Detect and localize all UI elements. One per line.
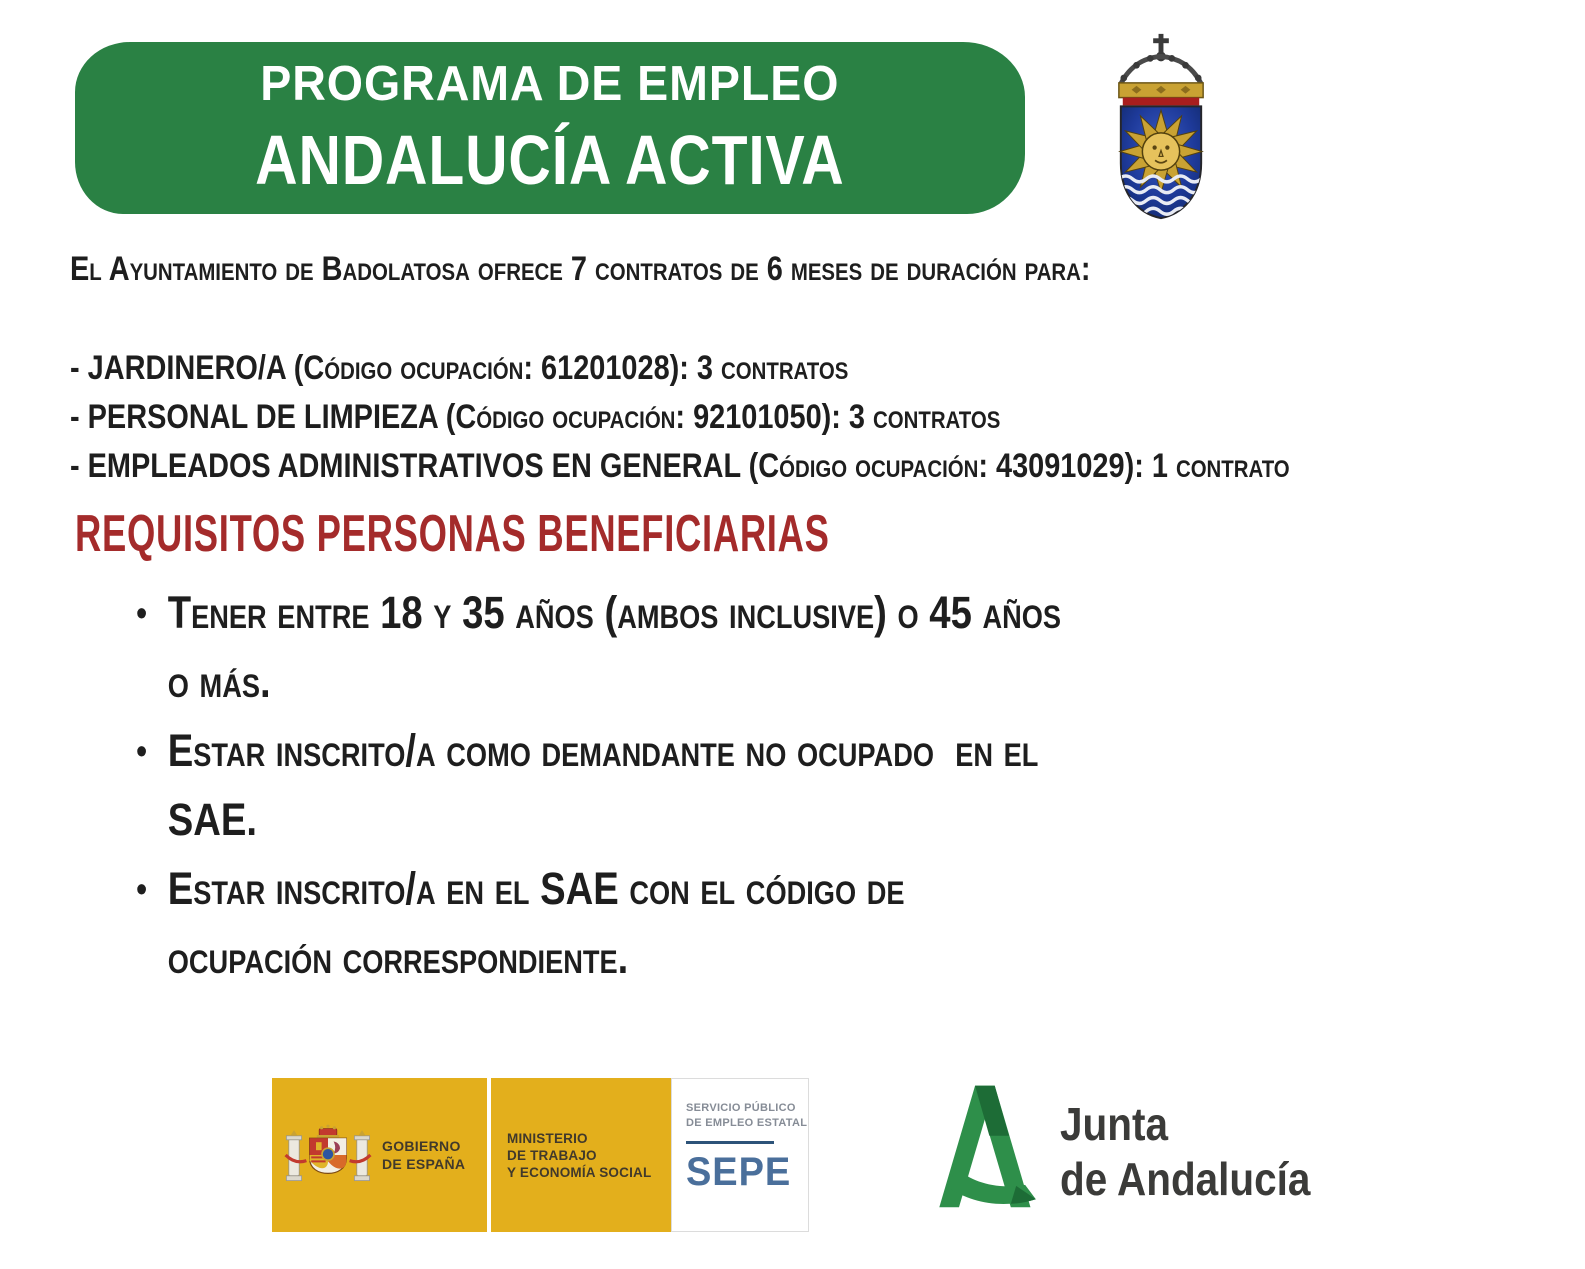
sepe-acronym: SEPE xyxy=(686,1150,792,1194)
sepe-rule xyxy=(686,1141,774,1144)
junta-line1: Junta xyxy=(1060,1098,1168,1150)
ministerio-line1: MINISTERIO xyxy=(507,1130,588,1146)
junta-andalucia-logo xyxy=(930,1075,1345,1218)
requirement-text: ocupación correspondiente. xyxy=(167,932,629,983)
sepe-service-line1: SERVICIO PÚBLICO xyxy=(686,1102,796,1114)
sepe-logo xyxy=(671,1078,809,1232)
sepe-service-line2: DE EMPLEO ESTATAL xyxy=(686,1117,808,1129)
ministerio-line3: Y ECONOMÍA SOCIAL xyxy=(507,1164,652,1180)
ministerio-trabajo-logo xyxy=(491,1078,671,1232)
requirement-item-codigo xyxy=(70,854,1430,992)
requirement-text: Tener entre 18 y 35 años (ambos inclusive) o 45 años xyxy=(167,587,1062,638)
program-title-line2: ANDALUCÍA ACTIVA xyxy=(255,121,845,199)
requirement-text: Estar inscrito/a en el SAE con el código de xyxy=(167,863,905,914)
bullet-icon: • xyxy=(136,730,148,771)
job-offer-jardinero: - JARDINERO/A (Código ocupación: 61201028): 3 contratos xyxy=(70,349,849,387)
requirement-item-age xyxy=(70,578,1430,716)
junta-line2: de Andalucía xyxy=(1060,1153,1311,1205)
bullet-icon: • xyxy=(136,592,148,633)
government-logo-block xyxy=(272,1078,809,1232)
junta-de-andalucia-a-icon xyxy=(930,1075,1038,1218)
spain-coat-of-arms-icon xyxy=(284,1090,372,1220)
job-offers-list xyxy=(70,344,1505,491)
requirements-heading: REQUISITOS PERSONAS BENEFICIARIAS xyxy=(75,505,830,563)
requirement-text: o más. xyxy=(167,656,271,707)
bullet-icon: • xyxy=(136,868,148,909)
gobierno-line2: DE ESPAÑA xyxy=(382,1156,466,1172)
ministerio-label xyxy=(507,1130,651,1181)
requirement-item-demandante xyxy=(70,716,1430,854)
gobierno-espana-logo xyxy=(272,1078,487,1232)
gobierno-espana-label xyxy=(382,1137,465,1173)
program-banner xyxy=(75,42,1025,214)
job-offer-administrativos: - EMPLEADOS ADMINISTRATIVOS EN GENERAL (Código ocupación: 43091029): 1 contrato xyxy=(70,447,1290,485)
program-title-line1: PROGRAMA DE EMPLEO xyxy=(260,57,840,111)
ministerio-line2: DE TRABAJO xyxy=(507,1147,597,1163)
badolatosa-coat-of-arms-icon xyxy=(1095,28,1227,224)
gobierno-line1: GOBIERNO xyxy=(382,1138,461,1154)
requirement-text: SAE. xyxy=(167,794,258,845)
requirements-list xyxy=(70,578,1585,992)
intro-text: El Ayuntamiento de Badolatosa ofrece 7 contratos de 6 meses de duración para: xyxy=(70,250,1091,288)
requirement-text: Estar inscrito/a como demandante no ocupado en el xyxy=(167,725,1039,776)
job-offer-limpieza: - PERSONAL DE LIMPIEZA (Código ocupación: 92101050): 3 contratos xyxy=(70,398,1001,436)
junta-label xyxy=(1060,1097,1310,1218)
